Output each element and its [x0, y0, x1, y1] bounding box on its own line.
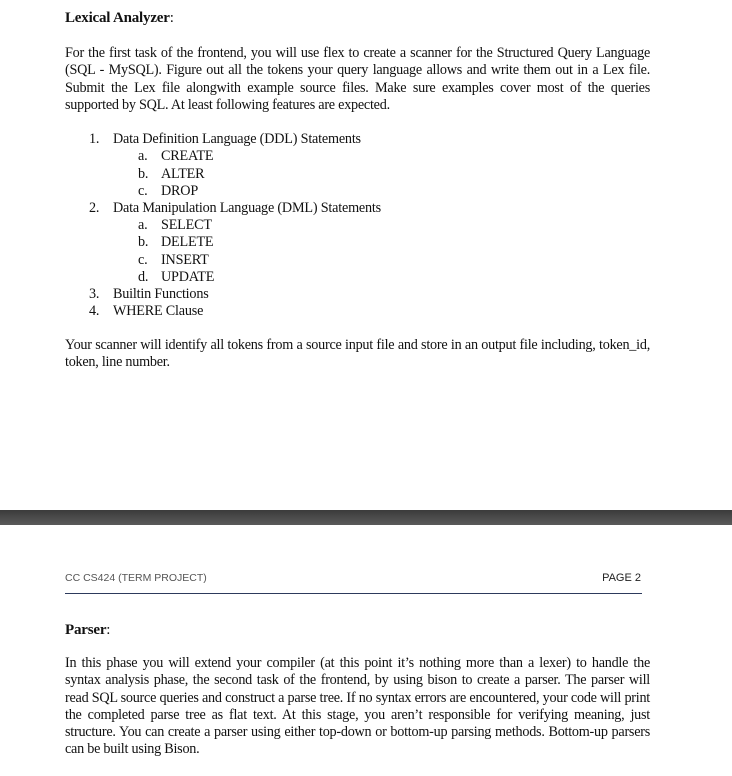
section-heading-lexical-analyzer: Lexical Analyzer:	[65, 10, 174, 26]
page-number: PAGE 2	[602, 572, 641, 584]
closing-paragraph: Your scanner will identify all tokens from a source input file and store in an output file including, token_id, token, line number.	[65, 337, 650, 371]
page-break-divider	[0, 510, 732, 525]
document-page-2	[0, 525, 732, 776]
section-heading-parser: Parser:	[65, 622, 111, 638]
course-label: CC CS424 (TERM PROJECT)	[65, 572, 207, 584]
document-page-1: Lexical Analyzer: For the first task of the frontend, you will use flex to create a scanner for the Structured Query Language (SQL - MySQL). Figure out all the tokens your query language allows and write them out in a Lex file. Submit the Lex file alongwith example source files. Make sure examples cover most of the queries supported by SQL. At least following features are expected. 1. Data Definition Language (DDL) Statements a. CREATE b. ALTER c. DROP 2. Data Manipulation Language (DML) Statements a. SELECT b. DELETE c. INSERT d. UPDATE 3. Builtin Functions 4. WHERE Clause Your scanner will identify all tokens from a source input file and store in an output file including, token_id, token, line number.	[0, 0, 732, 510]
parser-paragraph: In this phase you will extend your compiler (at this point it’s nothing more than a lexer) to handle the syntax analysis phase, the second task of the frontend, by using bison to create a parser. The parser will read SQL source queries and construct a parse tree. If no syntax errors are encountered, your code will print the completed parse tree as flat text. At this stage, you aren’t responsible for verifying meaning, just structure. You can create a parser using either top-down or bottom-up parsing methods. Bottom-up parsers can be built using Bison.	[65, 655, 650, 758]
running-header	[65, 572, 642, 594]
intro-paragraph: For the first task of the frontend, you will use flex to create a scanner for the Structured Query Language (SQL - MySQL). Figure out all the tokens your query language allows and write them out in a Lex file. Submit the Lex file alongwith example source files. Make sure examples cover most of the queries supported by SQL. At least following features are expected.	[65, 45, 650, 113]
